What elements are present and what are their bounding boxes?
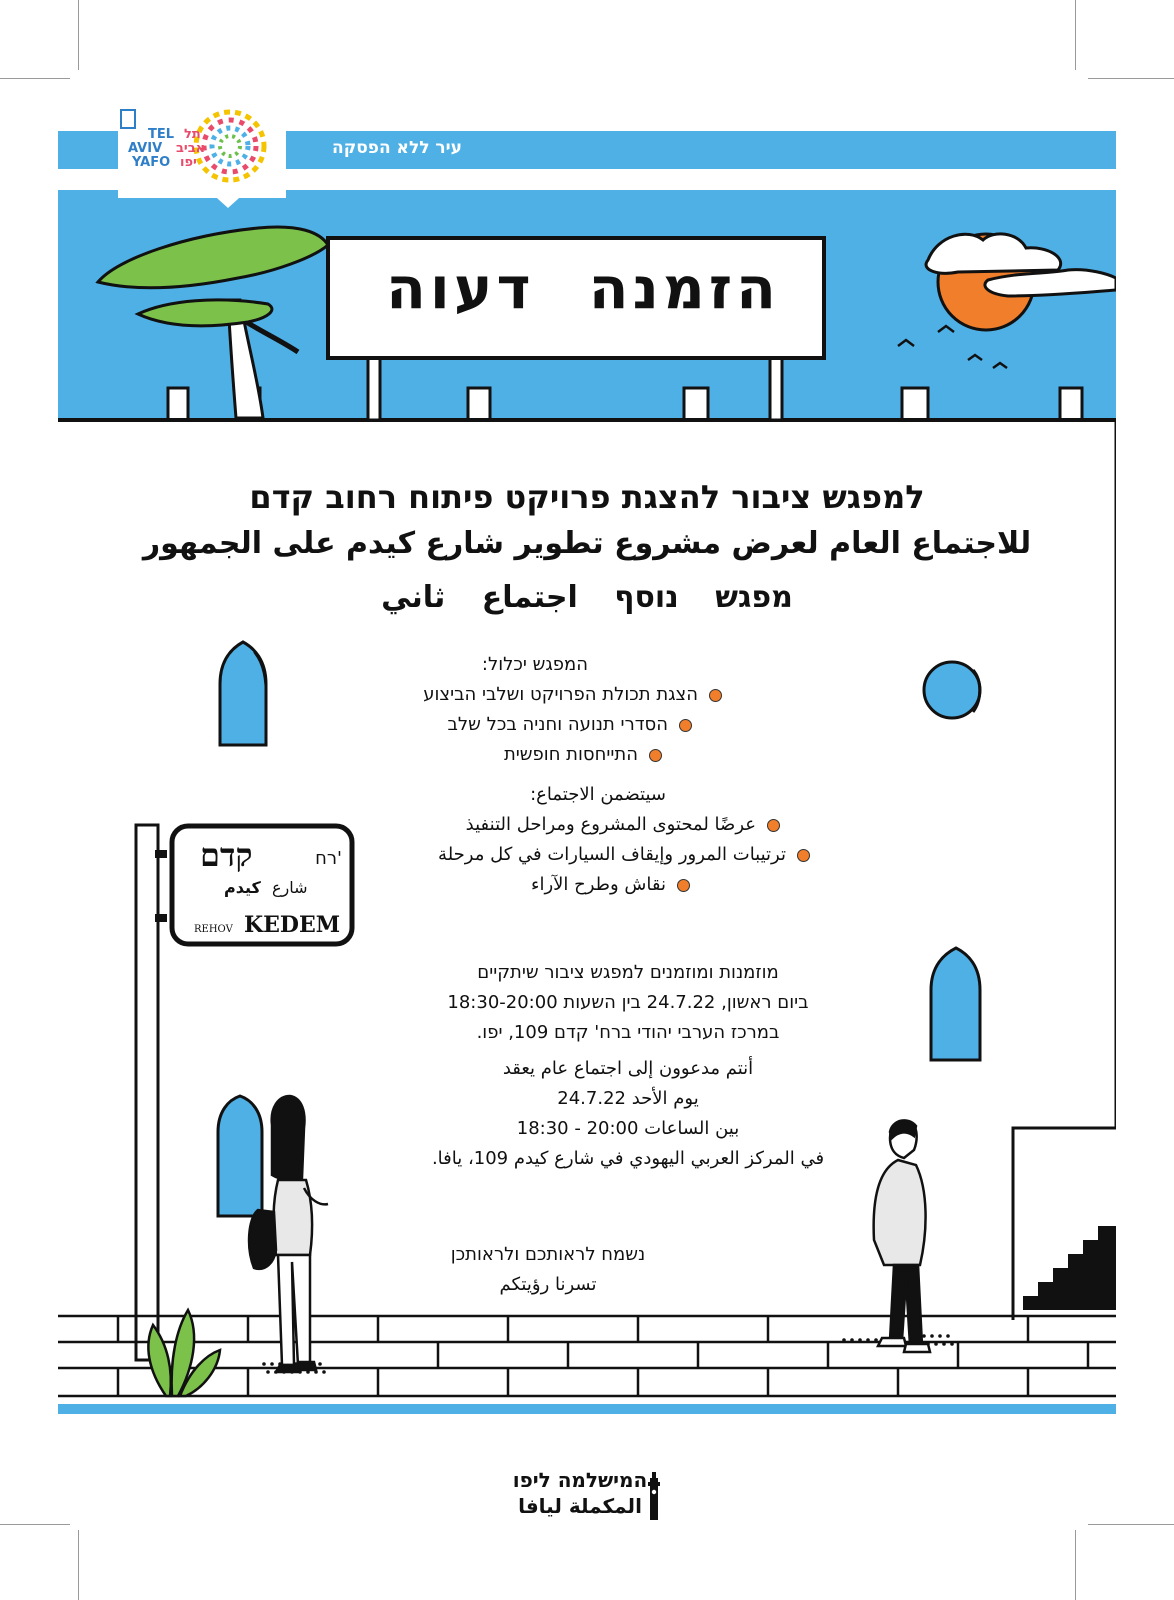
agenda-arabic — [376, 780, 816, 900]
closing-ar: تسرنا رؤيتكم — [499, 1274, 597, 1295]
details-line: أنتم مدعوون إلى اجتماع عام يعقد — [502, 1058, 754, 1079]
crop-mark — [1075, 1530, 1076, 1600]
bullet-dot — [797, 849, 810, 862]
street-sign-en-name: KEDEM — [244, 912, 341, 938]
details-line: يوم الأحد 24.7.22 — [557, 1088, 699, 1109]
agenda-item — [368, 680, 698, 710]
details-line: ביום ראשון, 24.7.22 בין השעות 18:30-20:00 — [447, 992, 809, 1013]
crop-mark — [0, 1524, 70, 1525]
agenda-heading: המפגש יכלול: — [481, 654, 588, 675]
agenda-item-label: نقاش وطرح الآراء — [530, 874, 666, 895]
street-sign-he-prefix: רח' — [315, 848, 342, 869]
headline-additional-meeting — [58, 580, 1116, 615]
headline-hebrew: למפגש ציבור להצגת פרויקט פיתוח רחוב קדם — [249, 478, 925, 516]
agenda-heading: سيتضمن الاجتماع: — [530, 784, 666, 805]
footer-ar: المكملة ليافا — [518, 1494, 642, 1518]
additional-meeting-ar: اجتماع ثاني — [381, 580, 578, 615]
details-line: في المركز العربي اليهودي في شارع كيدم 109، يافا. — [431, 1148, 825, 1169]
agenda-item-label: عرضًا لمحتوى المشروع ومراحل التنفيذ — [465, 814, 756, 835]
street-sign-ar-prefix: شارع — [272, 878, 308, 897]
agenda-item — [368, 740, 698, 770]
street-sign-he-name: קדם — [200, 836, 253, 874]
meeting-details-arabic — [278, 1054, 978, 1174]
closing-he: נשמח לראותכם ולראותכן — [450, 1244, 646, 1265]
bullet-dot — [767, 819, 780, 832]
agenda-item-label: התייחסות חופשית — [503, 744, 638, 765]
agenda-item — [376, 870, 816, 900]
invitation-poster — [58, 0, 1116, 1450]
bullet-dot — [679, 719, 692, 732]
logo-he-aviv: אביב — [176, 141, 206, 156]
crop-mark — [78, 1530, 79, 1600]
jaffa-administration-logo — [430, 1468, 730, 1528]
details-line: במרכז הערבי יהודי ברח' קדם 109, יפו. — [476, 1022, 780, 1043]
agenda-hebrew — [368, 650, 698, 770]
agenda-item-label: הסדרי תנועה וחניה בכל שלב — [447, 714, 668, 735]
crop-mark — [1088, 1524, 1174, 1525]
details-line: بين الساعات 20:00 - 18:30 — [516, 1118, 740, 1139]
logo-he-tel: תל — [184, 127, 201, 142]
city-slogan: עיר ללא הפסקה — [332, 138, 462, 158]
logo-he-yafo: יפו — [180, 155, 197, 170]
additional-meeting-he: מפגש נוסף — [614, 580, 793, 615]
clock-tower-icon — [644, 1472, 664, 1522]
street-sign-en-prefix: REHOV — [194, 924, 233, 935]
sign-title: הזמנה דעוה — [386, 254, 780, 322]
logo-en-tel: TEL — [148, 127, 175, 142]
agenda-item — [376, 840, 816, 870]
details-line: מוזמנות ומוזמנים למפגש ציבור שיתקיים — [477, 962, 779, 983]
meeting-details-hebrew — [278, 958, 978, 1048]
tel-aviv-yafo-logo — [118, 98, 286, 198]
footer-he: המישלמה ליפו — [512, 1468, 648, 1492]
agenda-item-label: הצגת תכולת הפרויקט ושלבי הביצוע — [423, 684, 698, 705]
agenda-item-label: ترتيبات المرور وإيقاف السيارات في كل مرحلة — [438, 844, 786, 865]
bullet-dot — [649, 749, 662, 762]
agenda-item — [368, 710, 698, 740]
street-sign — [172, 826, 352, 944]
street-sign-ar-name: كيدم — [224, 878, 261, 897]
logo-en-aviv: AVIV — [128, 141, 163, 156]
bullet-dot — [709, 689, 722, 702]
headline-arabic: للاجتماع العام لعرض مشروع تطوير شارع كيدم على الجمهور — [142, 526, 1032, 561]
agenda-item — [376, 810, 816, 840]
closing-lines — [368, 1240, 728, 1300]
logo-en-yafo: YAFO — [132, 155, 171, 170]
bullet-dot — [677, 879, 690, 892]
